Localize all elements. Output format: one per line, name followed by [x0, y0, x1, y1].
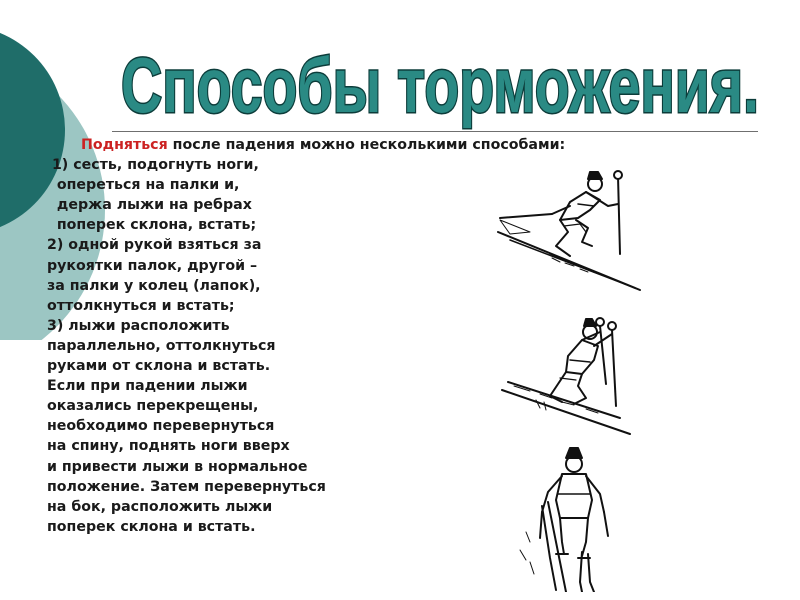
- body-line: рукоятки палок, другой –: [47, 257, 258, 274]
- body-line: держа лыжи на ребрах: [47, 197, 252, 214]
- skier-standing-icon: [520, 448, 608, 592]
- body-line: поперек склона, встать;: [47, 217, 257, 234]
- body-line: руками от склона и встать.: [47, 358, 271, 375]
- intro-rest: после падения можно несколькими способами:: [167, 137, 566, 153]
- body-line: 3) лыжи расположить: [47, 317, 230, 334]
- body-line: на бок, расположить лыжи: [47, 498, 273, 515]
- body-line: опереться на палки и,: [47, 177, 240, 194]
- body-line: поперек склона и встать.: [47, 518, 256, 535]
- body-line: положение. Затем перевернуться: [47, 478, 326, 495]
- slide-body: [47, 135, 566, 537]
- skier-illustrations: [490, 162, 660, 592]
- body-line: необходимо перевернуться: [47, 418, 275, 435]
- body-line: на спину, поднять ноги вверх: [47, 438, 290, 455]
- body-line: 1) сесть, подогнуть ноги,: [47, 157, 259, 174]
- skier-rising-with-poles-icon: [502, 318, 630, 434]
- slide-title: [118, 26, 768, 136]
- title-divider: [112, 131, 758, 132]
- body-line: оттолкнуться и встать;: [47, 297, 235, 314]
- body-line: Если при падении лыжи: [47, 378, 248, 395]
- skier-rising-sideways-icon: [498, 171, 640, 290]
- body-line: и привести лыжи в нормальное: [47, 458, 308, 475]
- body-line: 2) одной рукой взяться за: [47, 237, 262, 254]
- body-line: оказались перекрещены,: [47, 398, 259, 415]
- body-line: параллельно, оттолкнуться: [47, 337, 276, 354]
- intro-highlight: Подняться: [81, 137, 168, 153]
- slide-title-text: Способы торможения.: [121, 41, 759, 129]
- body-line: за палки у колец (лапок),: [47, 277, 261, 294]
- intro-line: [47, 135, 566, 155]
